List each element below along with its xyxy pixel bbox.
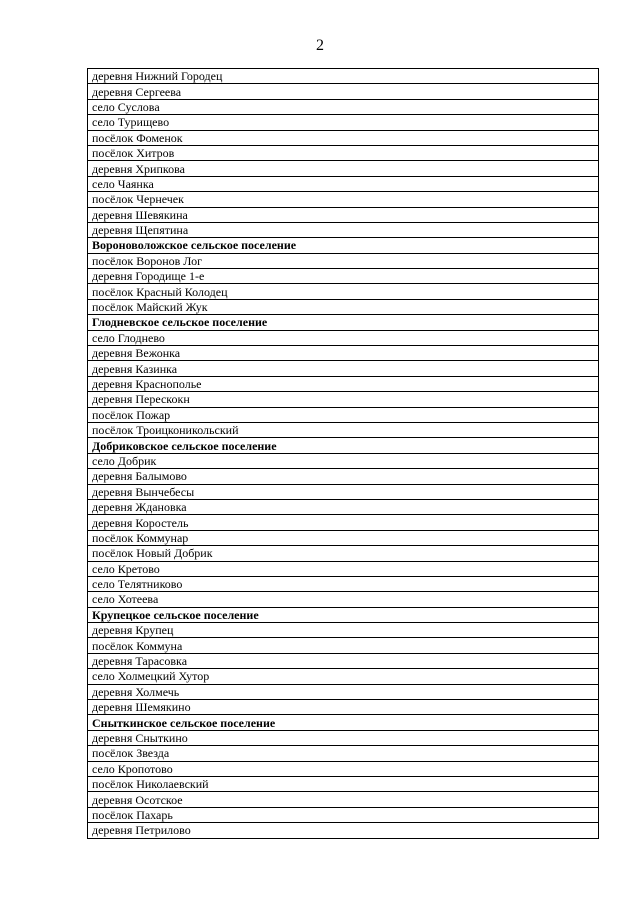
settlement-row [88,222,599,237]
settlement-row [88,761,599,776]
settlement-row [88,730,599,745]
settlement-name: посёлок Николаевский [88,776,599,791]
settlement-name: деревня Вынчебесы [88,484,599,499]
settlement-name: село Телятниково [88,576,599,591]
settlement-row [88,576,599,591]
settlement-name: посёлок Майский Жук [88,299,599,314]
settlement-row [88,422,599,437]
settlement-name: деревня Нижний Городец [88,69,599,84]
settlement-name: село Турищево [88,115,599,130]
settlement-name: деревня Тарасовка [88,653,599,668]
settlement-name: деревня Холмечь [88,684,599,699]
settlement-name: деревня Шевякина [88,207,599,222]
settlement-row [88,684,599,699]
settlement-row [88,669,599,684]
settlement-row [88,130,599,145]
settlement-name: село Холмецкий Хутор [88,669,599,684]
settlement-name: деревня Сныткино [88,730,599,745]
settlement-row [88,807,599,822]
settlement-name: деревня Шемякино [88,700,599,715]
settlement-group-heading-row [88,715,599,730]
settlement-name: посёлок Пахарь [88,807,599,822]
settlement-name: село Добрик [88,453,599,468]
settlement-name: деревня Ждановка [88,499,599,514]
settlement-name: село Чаянка [88,176,599,191]
settlement-group-heading-row [88,238,599,253]
settlement-name: деревня Казинка [88,361,599,376]
settlement-name: деревня Вежонка [88,346,599,361]
settlement-row [88,330,599,345]
settlement-row [88,546,599,561]
settlement-row [88,346,599,361]
settlement-name: посёлок Красный Колодец [88,284,599,299]
settlement-name: село Кретово [88,561,599,576]
settlements-table [87,68,599,839]
page-number: 2 [316,37,324,54]
settlement-group-heading-row [88,438,599,453]
settlement-row [88,176,599,191]
settlement-row [88,115,599,130]
settlement-row [88,700,599,715]
settlement-name: деревня Городище 1-е [88,269,599,284]
settlement-row [88,99,599,114]
settlement-row [88,299,599,314]
settlement-name: посёлок Коммунар [88,530,599,545]
settlement-name: посёлок Фоменок [88,130,599,145]
settlement-row [88,161,599,176]
settlement-name: деревня Краснополье [88,376,599,391]
settlement-name: деревня Щепятина [88,222,599,237]
settlement-row [88,746,599,761]
settlement-row [88,638,599,653]
settlement-row [88,792,599,807]
settlement-name: посёлок Пожар [88,407,599,422]
settlement-row [88,145,599,160]
settlement-name: деревня Балымово [88,469,599,484]
settlement-row [88,253,599,268]
settlement-row [88,623,599,638]
settlement-name: деревня Хрипкова [88,161,599,176]
settlement-name: деревня Осотское [88,792,599,807]
settlement-name: село Глоднево [88,330,599,345]
settlement-row [88,376,599,391]
settlement-row [88,192,599,207]
settlement-name: посёлок Воронов Лог [88,253,599,268]
settlement-row [88,361,599,376]
settlement-group-heading-row [88,315,599,330]
settlement-group-heading: Крупецкое сельское поселение [88,607,599,622]
settlement-name: село Суслова [88,99,599,114]
settlement-row [88,561,599,576]
settlement-row [88,653,599,668]
settlement-row [88,284,599,299]
settlement-name: деревня Перескокн [88,392,599,407]
settlement-row [88,499,599,514]
settlement-name: посёлок Коммуна [88,638,599,653]
settlement-row [88,823,599,838]
settlement-group-heading: Вороноволожское сельское поселение [88,238,599,253]
settlement-row [88,392,599,407]
settlement-row [88,269,599,284]
settlement-row [88,469,599,484]
settlement-row [88,776,599,791]
settlement-name: деревня Коростель [88,515,599,530]
settlements-table-body [88,69,599,839]
settlement-row [88,407,599,422]
settlement-name: деревня Петрилово [88,823,599,838]
settlement-row [88,207,599,222]
settlement-group-heading: Добриковское сельское поселение [88,438,599,453]
settlement-row [88,484,599,499]
settlement-row [88,592,599,607]
settlement-group-heading: Глодневское сельское поселение [88,315,599,330]
settlement-row [88,453,599,468]
settlement-name: посёлок Новый Добрик [88,546,599,561]
settlement-name: село Хотеева [88,592,599,607]
settlement-name: посёлок Чернечек [88,192,599,207]
settlement-group-heading-row [88,607,599,622]
settlement-group-heading: Сныткинское сельское поселение [88,715,599,730]
settlement-row [88,84,599,99]
settlement-row [88,530,599,545]
settlement-name: деревня Сергеева [88,84,599,99]
settlement-row [88,69,599,84]
settlement-name: деревня Крупец [88,623,599,638]
settlement-name: село Кропотово [88,761,599,776]
settlement-name: посёлок Троицконикольский [88,422,599,437]
settlement-row [88,515,599,530]
settlement-name: посёлок Хитров [88,145,599,160]
settlement-name: посёлок Звезда [88,746,599,761]
